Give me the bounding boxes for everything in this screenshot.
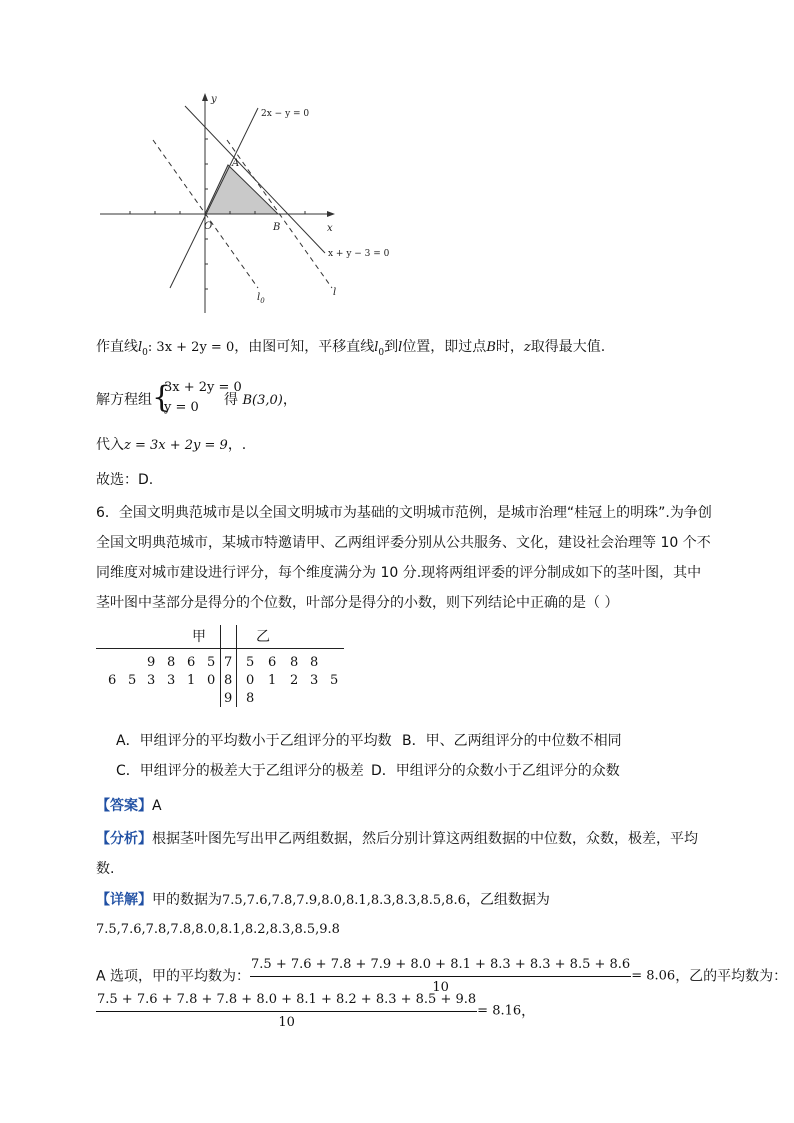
line2-label: x + y − 3 = 0 bbox=[328, 249, 390, 259]
stem-leaf-header-right: 乙 bbox=[256, 629, 270, 645]
solution-line-2: 解方程组 bbox=[96, 392, 152, 408]
y-axis-label: y bbox=[211, 94, 217, 105]
solution-conclusion: 故选：D. bbox=[96, 472, 154, 488]
x-axis-arrow bbox=[327, 211, 335, 217]
answer-line: 【答案】A bbox=[96, 798, 162, 814]
origin-label: O bbox=[204, 221, 213, 232]
option-b[interactable]: B．甲、乙两组评分的中位数不相同 bbox=[402, 733, 622, 749]
option-d[interactable]: D．甲组评分的众数小于乙组评分的众数 bbox=[371, 763, 620, 779]
equation-brace: { bbox=[152, 380, 172, 415]
coordinate-graph bbox=[95, 88, 395, 313]
option-a[interactable]: A．甲组评分的平均数小于乙组评分的平均数 bbox=[116, 733, 392, 749]
question-6-line-3: 同维度对城市建设进行评分，每个维度满分为 10 分.现将两组评委的评分制成如下的茎叶图，其中 bbox=[96, 565, 702, 581]
analysis-line-2: 数. bbox=[96, 861, 115, 877]
equation-1: 3x + 2y = 0 bbox=[164, 380, 242, 395]
detail-line-1: 【详解】甲的数据为7.5,7.6,7.8,7.9,8.0,8.1,8.3,8.3,8.5,8.6，乙组数据为 bbox=[96, 892, 550, 908]
solution-line-1: 作直线$l_0$: 3x + 2y = 0，由图可知，平移直线$l_0$到l位置，即过点B时，z取得最大值. bbox=[96, 339, 606, 358]
y-axis-arrow bbox=[202, 93, 208, 101]
feasible-region bbox=[205, 165, 278, 214]
detail-tag: 【详解】 bbox=[96, 892, 152, 908]
detail-line-2: 7.5,7.6,7.8,7.8,8.0,8.1,8.2,8.3,8.5,9.8 bbox=[96, 922, 340, 937]
stem-leaf-header-left: 甲 bbox=[192, 629, 206, 645]
solution-line-3: 代入z = 3x + 2y = 9，. bbox=[96, 437, 247, 453]
question-6-line-4: 茎叶图中茎部分是得分的个位数，叶部分是得分的小数，则下列结论中正确的是（ ） bbox=[96, 595, 619, 611]
stem-leaf-plot: 甲 乙 9 8 6 5 7 5 6 8 8 6 5 3 3 1 0 8 0 1 2 3 5 9 8 bbox=[96, 625, 346, 707]
detail-line-4: $\frac{7.5 + 7.6 + 7.8 + 7.8 + 8.0 + 8.1 + 8.2 + 8.3 + 8.5 + 9.8}{10}$ = 8.16， bbox=[96, 990, 535, 1033]
answer-tag: 【答案】 bbox=[96, 798, 152, 814]
detail-line-3: A 选项，甲的平均数为： $\frac{7.5 + 7.6 + 7.8 + 7.9 + 8.0 + 8.1 + 8.3 + 8.3 + 8.5 + 8.6}{10}$ = 8.06，乙的平均数为： bbox=[96, 955, 787, 998]
line-l0-label: $l_0$ bbox=[257, 292, 265, 305]
point-b-label: B bbox=[273, 222, 281, 233]
x-axis-label: x bbox=[327, 223, 333, 234]
equation-result: 得 B(3,0)， bbox=[224, 392, 297, 408]
line-l-label: l bbox=[333, 287, 337, 298]
question-6-line-1: 6．全国文明典范城市是以全国文明城市为基础的文明城市范例，是城市治理“桂冠上的明珠”.为争创 bbox=[96, 505, 712, 521]
fraction-mean-b: $\frac{7.5 + 7.6 + 7.8 + 7.8 + 8.0 + 8.1 + 8.2 + 8.3 + 8.5 + 9.8}{10}$ bbox=[97, 992, 477, 1030]
point-a-label: A bbox=[232, 158, 240, 169]
equation-2: y = 0 bbox=[164, 400, 199, 415]
analysis-tag: 【分析】 bbox=[96, 831, 152, 847]
question-6-line-2: 全国文明典范城市，某城市特邀请甲、乙两组评委分别从公共服务、文化，建设社会治理等 10 个不 bbox=[96, 535, 711, 551]
option-c[interactable]: C．甲组评分的极差大于乙组评分的极差 bbox=[116, 763, 364, 779]
fraction-mean-a: $\frac{7.5 + 7.6 + 7.8 + 7.9 + 8.0 + 8.1 + 8.3 + 8.3 + 8.5 + 8.6}{10}$ bbox=[251, 957, 631, 995]
line1-label: 2x − y = 0 bbox=[261, 109, 310, 119]
analysis-line-1: 【分析】根据茎叶图先写出甲乙两组数据，然后分别计算这两组数据的中位数，众数，极差，平均 bbox=[96, 831, 698, 847]
